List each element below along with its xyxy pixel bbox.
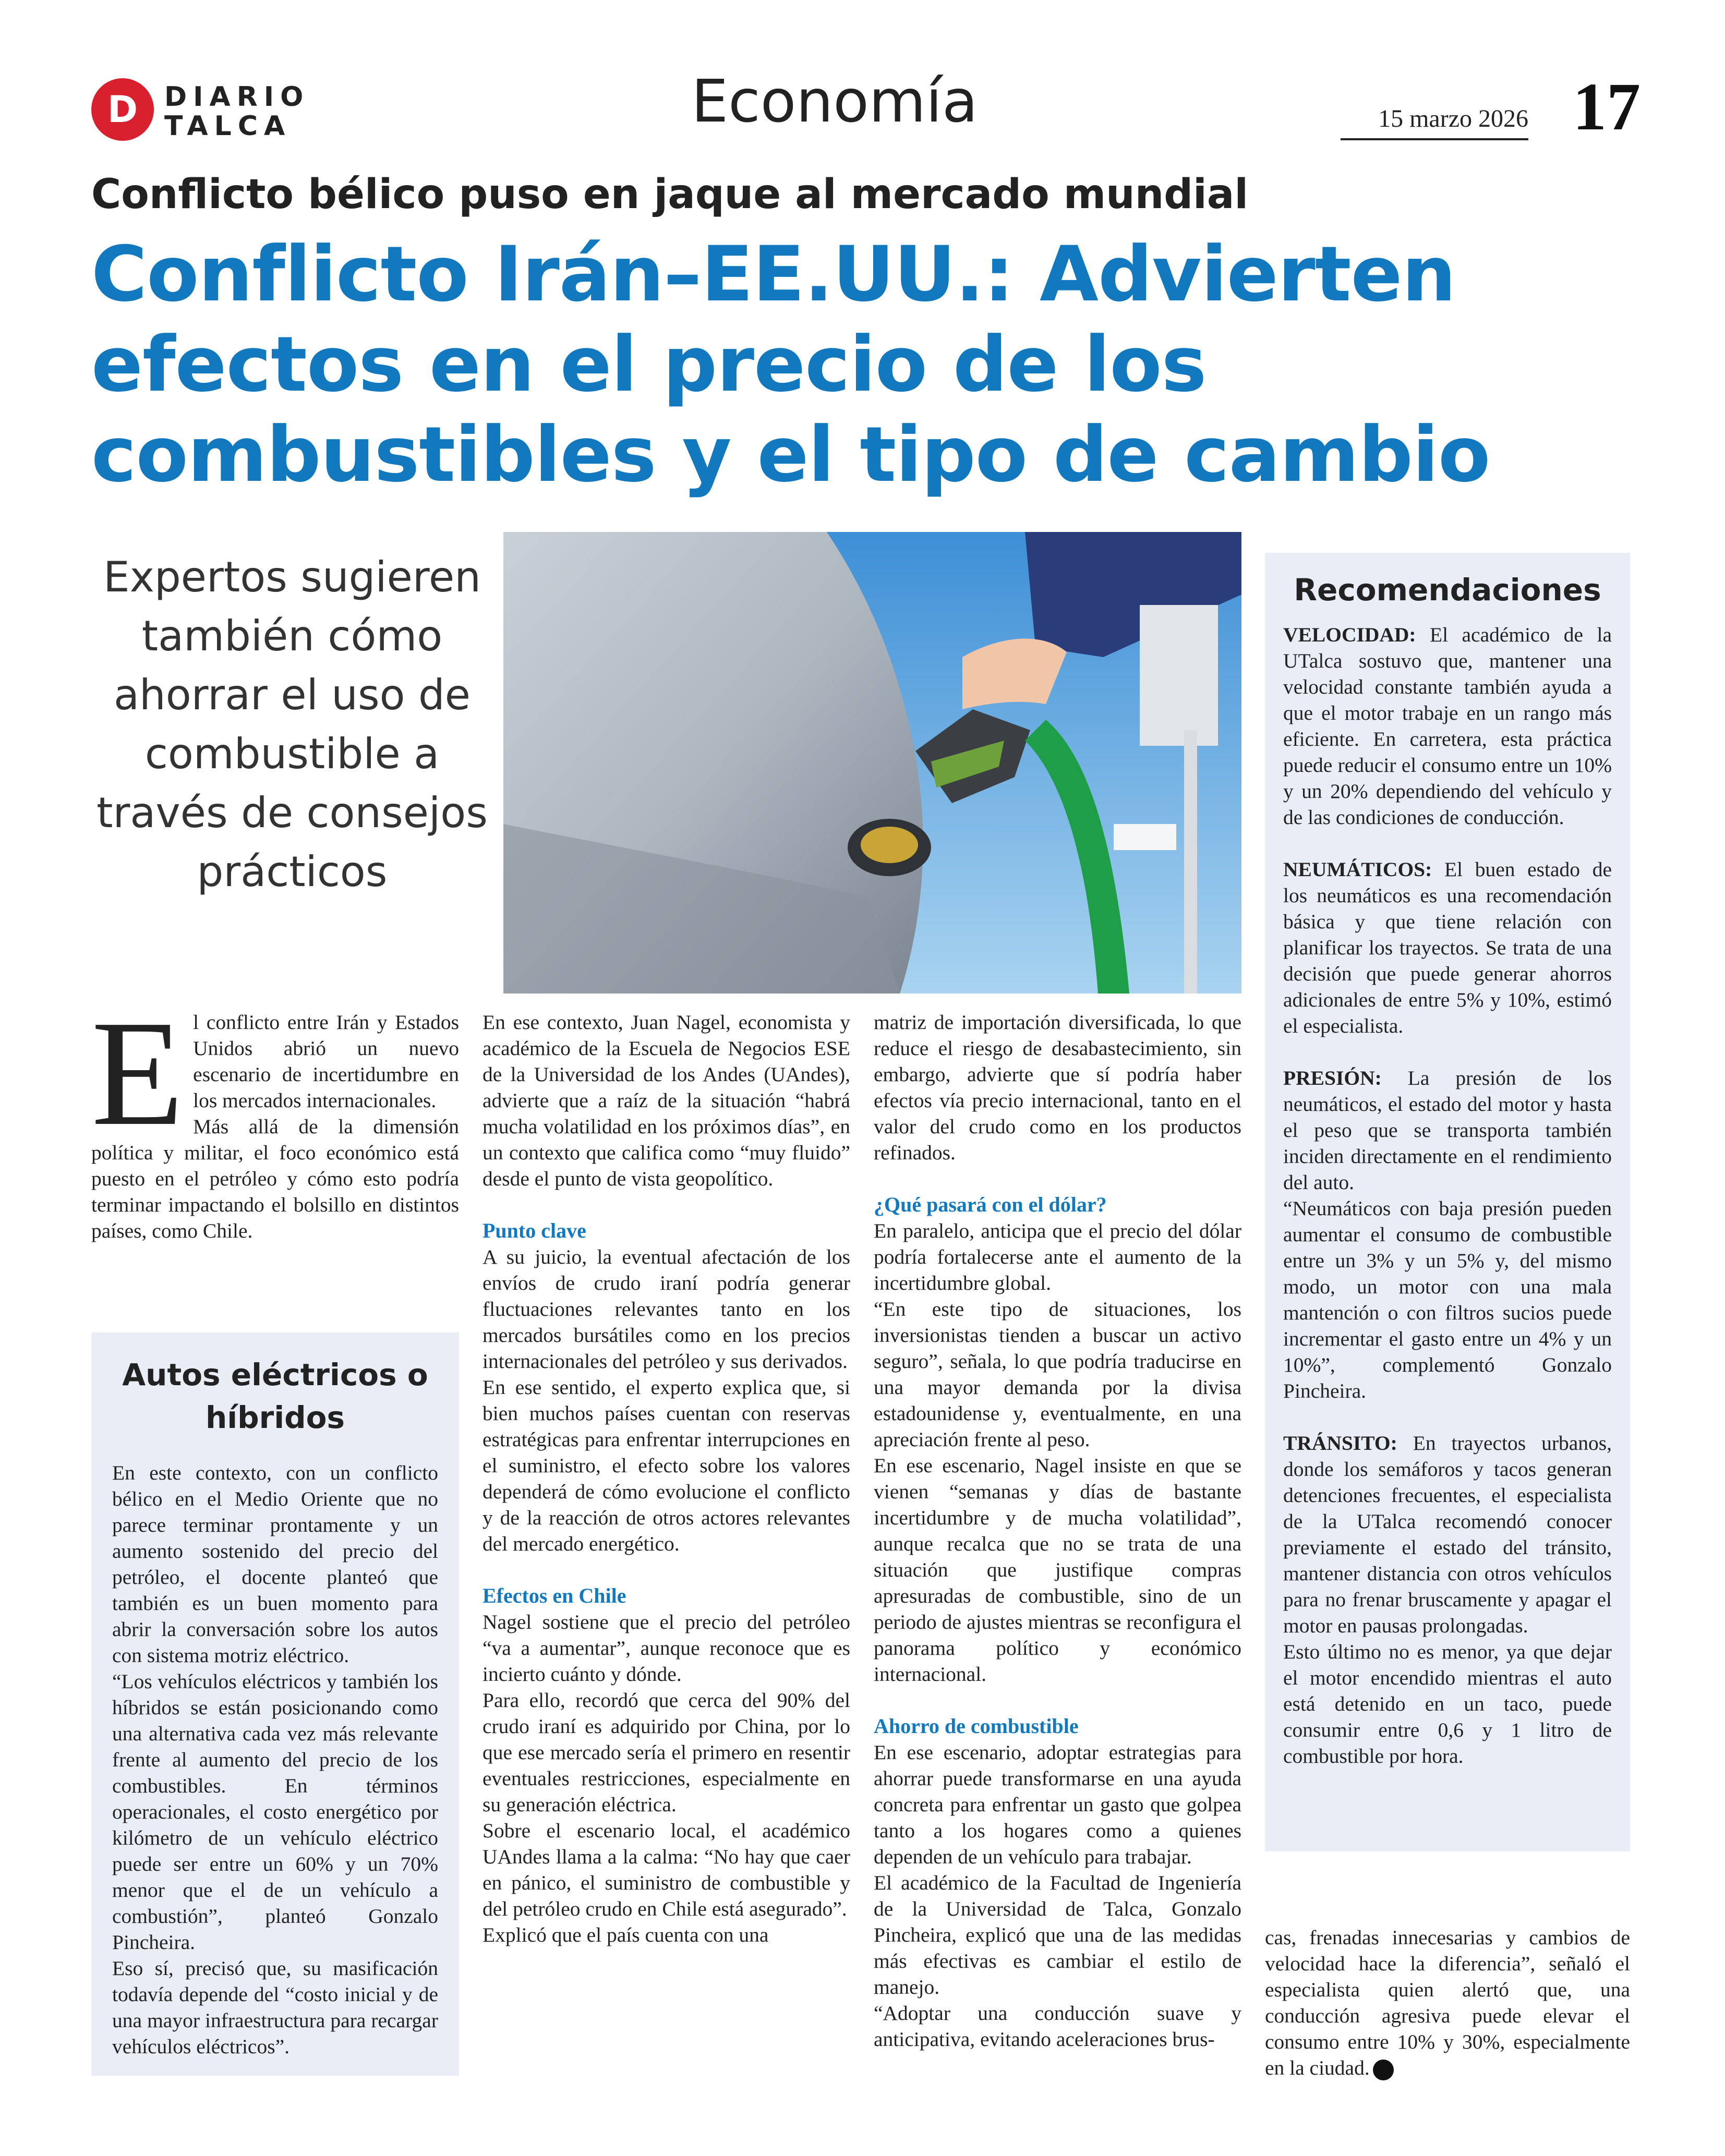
section-heading: Ahorro de combustible	[874, 1714, 1079, 1738]
section-title: Economía	[691, 68, 978, 136]
tip-label-presion: PRESIÓN:	[1283, 1067, 1382, 1089]
logo-wordmark	[164, 82, 309, 141]
issue-date: 15 marzo 2026	[1341, 104, 1528, 140]
tip-text: En trayectos urbanos, donde los semáforos y tacos generan detenciones frecuentes, el especialista de la UTalca recomendó conocer previamente el estado del tránsito, mantener distancia con otros vehículos para no frenar bruscamente y apagar el motor en pausas prolongadas.	[1283, 1432, 1612, 1637]
article-paragraph: “En este tipo de situaciones, los inversionistas tienden a buscar un activo seguro”, señala, lo que podría traducirse en una mayor demanda por la divisa estadounidense y, eventualmente, en una apreciación frente al peso.	[874, 1298, 1241, 1451]
tip-text: Esto último no es menor, ya que dejar el motor encendido mientras el auto está detenido en un taco, puede consumir entre 0,6 y 1 litro de combustible por hora.	[1283, 1640, 1612, 1767]
tip-text: “Neumáticos con baja presión pueden aumentar el consumo de combustible entre un 3% y un 5% y, del mismo modo, un motor con una mala mantención o con filtros sucios puede incrementar el gasto entre un 4% y un 10%”, complementó Gonzalo Pincheira.	[1283, 1197, 1612, 1402]
end-of-article-mark	[1373, 2060, 1394, 2080]
logo-line-2: TALCA	[164, 111, 292, 142]
tip-text: La presión de los neumáticos, el estado del motor y hasta el peso que se transporta también inciden directamente en el rendimiento del auto.	[1283, 1067, 1612, 1194]
box-title: Autos eléctricos o híbridos	[122, 1357, 428, 1435]
article-column-4	[1265, 1924, 1630, 2081]
box-paragraph: En este contexto, con un conflicto bélico en el Medio Oriente que no parece terminar prontamente y un aumento sostenido del precio del petróleo, el docente planteó que también es un buen momento para abrir la conversación sobre los autos con sistema motriz eléctrico.	[112, 1461, 438, 1667]
section-heading: Punto clave	[482, 1219, 586, 1242]
article-column-2	[482, 1009, 850, 1948]
dropcap: E	[91, 989, 184, 1157]
article-column-1	[91, 989, 459, 1244]
tip-label-neumaticos: NEUMÁTICOS:	[1283, 858, 1432, 881]
article-paragraph: Sobre el escenario local, el académico UAndes llama a la calma: “No hay que caer en pánico, el suministro de combustible y del petróleo crudo en Chile está asegurado”.	[482, 1819, 850, 1920]
section-heading: Efectos en Chile	[482, 1584, 626, 1607]
article-paragraph: “Adoptar una conducción suave y anticipativa, evitando aceleraciones brus-	[874, 2002, 1241, 2051]
article-paragraph: En ese sentido, el experto explica que, si bien muchos países cuentan con reservas estratégicas para enfrentar interrupciones en el suministro, el efecto sobre los valores dependerá de cómo evolucione el conflicto y de la reacción de otros actores relevantes del mercado energético.	[482, 1376, 850, 1555]
tip-label-velocidad: VELOCIDAD:	[1283, 623, 1416, 646]
tip-label-transito: TRÁNSITO:	[1283, 1432, 1397, 1455]
article-paragraph: En ese escenario, Nagel insiste en que se vienen “semanas y días de bastante incertidumbre y de mucha volatilidad”, aunque recalca que no se trata de una situación que justifique compras apresuradas de combustible, sino de un periodo de ajustes mientras se reconfigura el panorama político y económico internacional.	[874, 1454, 1241, 1686]
article-paragraph: Nagel sostiene que el precio del petróleo “va a aumentar”, aunque reconoce que es incierto cuánto y dónde.	[482, 1610, 850, 1686]
article-paragraph: En ese escenario, adoptar estrategias para ahorrar puede transformarse en una ayuda concreta para enfrentar un gasto que golpea tanto a los hogares como a quienes dependen de un vehículo para trabajar.	[874, 1741, 1241, 1868]
fueling-photo	[503, 532, 1241, 994]
headline: Conflicto Irán–EE.UU.: Advierten efectos en el precio de los combustibles y el tipo de cambio	[91, 230, 1490, 499]
article-paragraph: En ese contexto, Juan Nagel, economista y académico de la Escuela de Negocios ESE de la Universidad de los Andes (UAndes), advierte que a raíz de la situación “habrá mucha volatilidad en los próximos días”, en un contexto que califica como “muy fluido” desde el punto de vista geopolítico.	[482, 1011, 850, 1190]
sidebar-box-electric-cars	[91, 1333, 459, 2076]
article-paragraph: A su juicio, la eventual afectación de los envíos de crudo iraní podría generar fluctuaciones relevantes tanto en los mercados bursátiles como en los precios internacionales del petróleo y sus derivados.	[482, 1245, 850, 1373]
article-paragraph: Explicó que el país cuenta con una	[482, 1923, 769, 1946]
article-paragraph: cas, frenadas innecesarias y cambios de velocidad hace la diferencia”, señaló el especialista quien alertó que, una conducción agresiva puede elevar el consumo entre 10% y 30%, especialmente en la ciudad.	[1265, 1926, 1630, 2079]
tip-text: El buen estado de los neumáticos es una recomendación básica y que tiene relación con planificar los trayectos. Se trata de una decisión que puede generar ahorros adicionales de entre 5% y 10%, estimó el especialista.	[1283, 858, 1612, 1037]
section-heading: ¿Qué pasará con el dólar?	[874, 1193, 1107, 1216]
page-number: 17	[1573, 69, 1640, 144]
logo-letter: D	[107, 88, 138, 131]
kicker: Conflicto bélico puso en jaque al mercado mundial	[91, 171, 1249, 218]
subheadline: Expertos sugieren también cómo ahorrar el uso de combustible a través de consejos prácticos	[96, 553, 488, 896]
article-paragraph: Más allá de la dimensión política y militar, el foco económico está puesto en el petróleo y cómo esto podría terminar impactando el bolsillo en distintos países, como Chile.	[91, 1115, 459, 1242]
tip-text: El académico de la UTalca sostuvo que, mantener una velocidad constante también ayuda a que el motor trabaje en un rango más eficiente. En carretera, esta práctica puede reducir el consumo entre un 10% y un 20% dependiendo del vehículo y de las condiciones de conducción.	[1283, 623, 1612, 829]
article-paragraph: En paralelo, anticipa que el precio del dólar podría fortalecerse ante el aumento de la incertidumbre global.	[874, 1219, 1241, 1294]
article-paragraph: Para ello, recordó que cerca del 90% del crudo iraní es adquirido por China, por lo que ese mercado sería el primero en resentir eventuales restricciones, especialmente en su generación eléctrica.	[482, 1689, 850, 1816]
article-intro: l conflicto entre Irán y Estados Unidos abrió un nuevo escenario de incertidumbre en los mercados internacionales.	[193, 1011, 459, 1112]
box-paragraph: “Los vehículos eléctricos y también los híbridos se están posicionando como una alternativa cada vez más relevante frente al aumento del precio de los combustibles. En términos operacionales, el costo energético por kilómetro de un vehículo eléctrico puede ser entre un 60% y un 70% menor que el de un vehículo a combustión”, planteó Gonzalo Pincheira.	[112, 1670, 438, 1954]
box-paragraph: Eso sí, precisó que, su masificación todavía depende del “costo inicial y de una mayor infraestructura para recargar vehículos eléctricos”.	[112, 1957, 438, 2058]
article-column-3	[874, 1009, 1241, 2052]
article-paragraph: El académico de la Facultad de Ingeniería de la Universidad de Talca, Gonzalo Pincheira, explicó que una de las medidas más efectivas es cambiar el estilo de manejo.	[874, 1871, 1241, 1998]
article-paragraph: matriz de importación diversificada, lo que reduce el riesgo de desabastecimiento, sin embargo, advierte que sí podría haber efectos vía precio internacional, tanto en el valor del crudo como en los productos refinados.	[874, 1011, 1241, 1164]
box-title: Recomendaciones	[1294, 572, 1601, 608]
logo-line-1: DIARIO	[164, 81, 310, 113]
sidebar-box-recommendations	[1265, 553, 1630, 1851]
